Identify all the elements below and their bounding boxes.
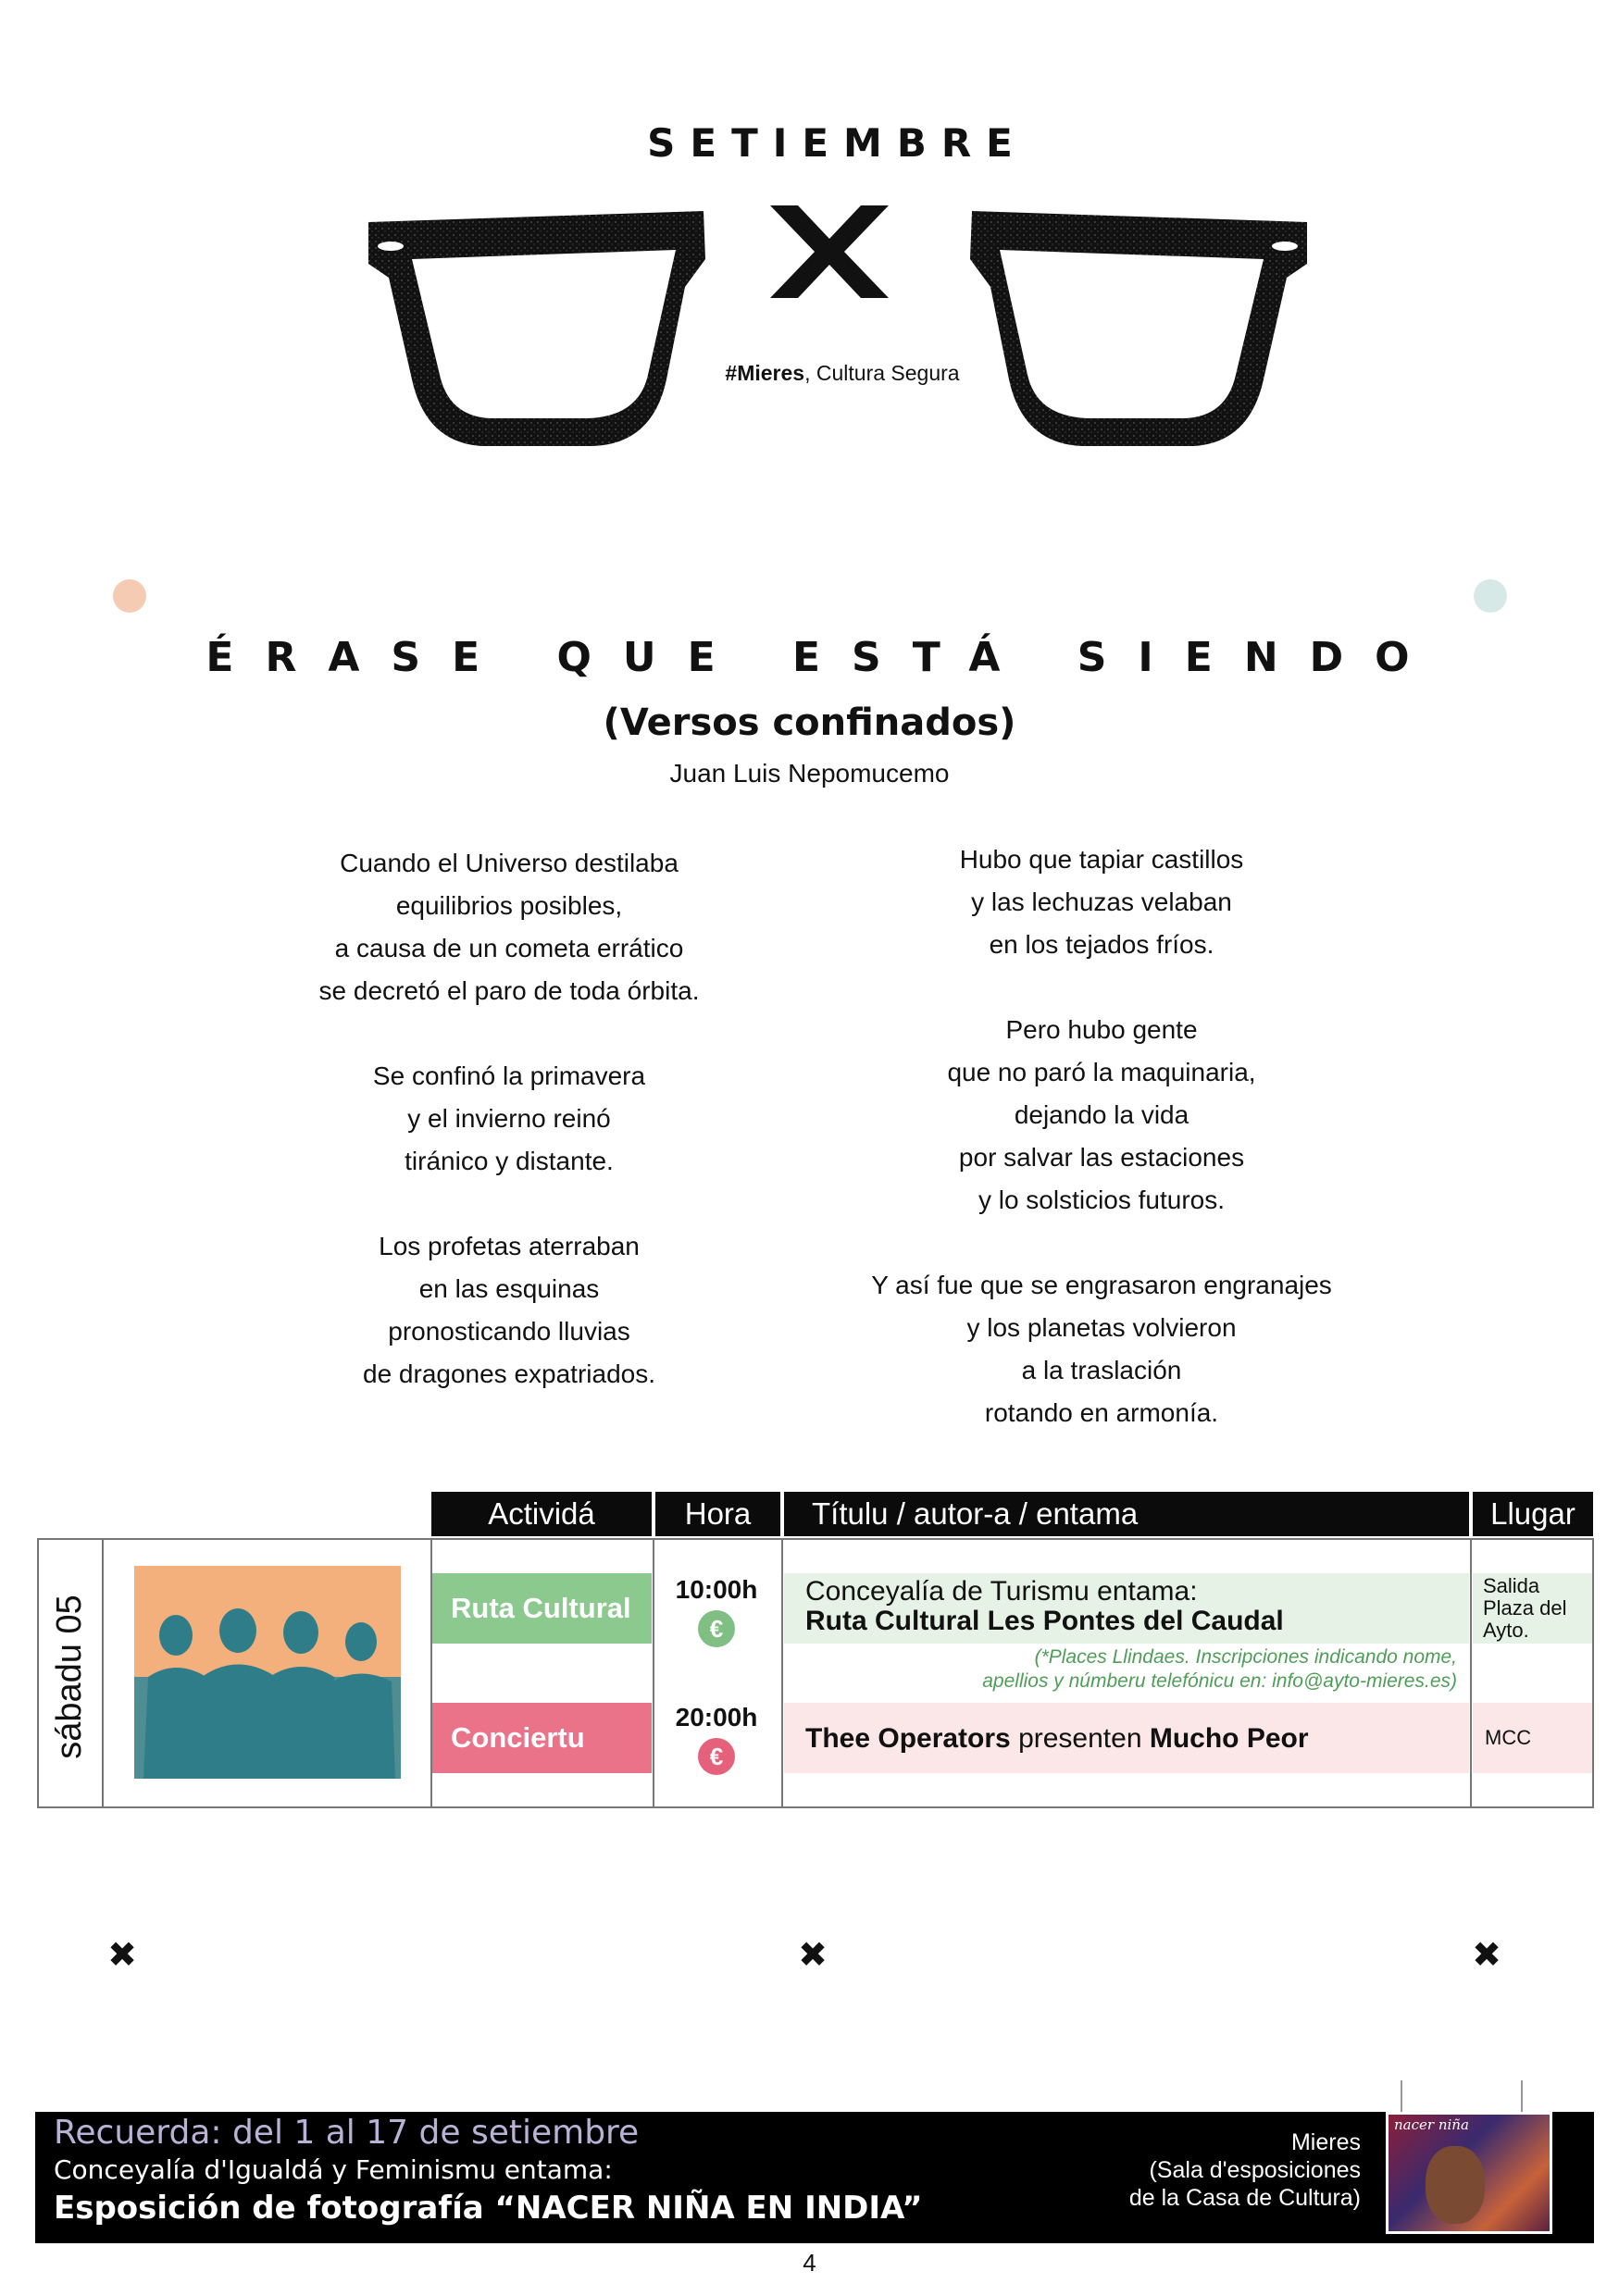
day-label-text: sábadu 05	[50, 1595, 89, 1759]
poem-line: y lo solsticios futuros.	[978, 1185, 1226, 1214]
decor-dot-right	[1474, 579, 1507, 613]
band-name: Thee Operators	[805, 1723, 1011, 1754]
hashtag-rest: , Cultura Segura	[804, 361, 960, 385]
poem-line: y las lechuzas velaban	[971, 887, 1232, 916]
poem-line: se decretó el paro de toda órbita.	[318, 976, 700, 1005]
poem-line: y el invierno reinó	[407, 1104, 611, 1133]
activity-ruta-cultural: Ruta Cultural	[432, 1573, 652, 1644]
poem-line: a causa de un cometa errático	[334, 934, 684, 962]
poem-left-stanza-2	[278, 1055, 741, 1183]
event-time: 10:00h	[675, 1575, 758, 1604]
glasses-logo	[361, 194, 1314, 463]
cross-icon: ✖	[107, 1934, 137, 1975]
poem-right-stanza-3	[824, 1264, 1379, 1434]
cross-icon: ✖	[1472, 1934, 1501, 1975]
poster-text: nacer niña	[1394, 2116, 1469, 2133]
poem-line: pronosticando lluvias	[388, 1317, 630, 1346]
table-divider	[1592, 1538, 1594, 1808]
header-title: Títulu / autor-a / entama	[784, 1492, 1469, 1536]
album-name: Mucho Peor	[1149, 1723, 1309, 1754]
poem-line: tiránico y distante.	[405, 1147, 614, 1175]
place-line: Plaza del	[1483, 1596, 1567, 1620]
month-title: SETIEMBRE	[647, 120, 1027, 166]
table-divider	[653, 1538, 654, 1808]
poem-line: Cuando el Universo destilaba	[340, 849, 679, 877]
table-border-top	[37, 1538, 1594, 1540]
poem-line: por salvar las estaciones	[958, 1143, 1245, 1172]
free-entry-icon: €	[698, 1738, 735, 1775]
poem-right-stanza-1	[870, 838, 1333, 966]
poem-line: rotando en armonía.	[984, 1398, 1219, 1427]
poem-line: Hubo que tapiar castillos	[959, 845, 1244, 874]
banner-exhibition-title: Esposición de fotografía “NACER NIÑA EN INDIA”	[54, 2190, 923, 2227]
event-title	[805, 1723, 1309, 1755]
banner-dates: Recuerda: del 1 al 17 de setiembre	[54, 2114, 640, 2152]
band-photo	[134, 1566, 401, 1779]
hashtag-bold: #Mieres	[725, 361, 805, 385]
event-time: 20:00h	[675, 1703, 758, 1731]
poem-author: Juan Luis Nepomucemo	[669, 759, 950, 788]
event-name: Ruta Cultural Les Pontes del Caudal	[805, 1606, 1284, 1636]
note-line: apellios y númberu telefónicu en: info@ayto-mieres.es)	[982, 1670, 1457, 1692]
note-line: (*Places Llindaes. Inscripciones indicando nome,	[1034, 1646, 1457, 1668]
event-title	[805, 1577, 1284, 1636]
poem-line: Se confinó la primavera	[372, 1061, 646, 1090]
place-line: Ayto.	[1483, 1619, 1529, 1642]
poem-left-stanza-1	[278, 842, 741, 1012]
poem-line: a la traslación	[1021, 1356, 1182, 1384]
hashtag-caption	[704, 361, 981, 386]
table-divider	[781, 1538, 783, 1808]
poem-title: ÉRASE QUE ESTÁ SIENDO	[205, 634, 1441, 681]
event-place: MCC	[1485, 1726, 1532, 1749]
exhibition-poster	[1386, 2112, 1552, 2234]
poem-line: que no paró la maquinaria,	[947, 1058, 1256, 1086]
location-line: de la Casa de Cultura)	[1128, 2185, 1361, 2211]
header-place: Llugar	[1473, 1492, 1593, 1536]
header-activity: Actividá	[431, 1492, 652, 1536]
event-note	[833, 1645, 1457, 1694]
poem-line: Y así fue que se engrasaron engranajes	[871, 1271, 1332, 1299]
free-entry-icon: €	[698, 1610, 735, 1647]
event-place	[1483, 1575, 1567, 1642]
page-number: 4	[803, 2249, 816, 2277]
banner-organizer: Conceyalía d'Igualdá y Feminismu entama:	[54, 2154, 613, 2185]
poem-line: de dragones expatriados.	[363, 1359, 655, 1388]
poem-line: en los tejados fríos.	[989, 930, 1214, 959]
table-border-bottom	[37, 1806, 1594, 1808]
decor-dot-left	[113, 579, 146, 613]
poem-left-stanza-3	[278, 1225, 741, 1396]
poem-subtitle: (Versos confinados)	[603, 701, 1016, 744]
header-time: Hora	[655, 1492, 780, 1536]
table-divider	[1470, 1538, 1472, 1808]
poem-line: y los planetas volvieron	[966, 1313, 1237, 1342]
poster-face	[1426, 2146, 1485, 2224]
activity-conciertu: Conciertu	[432, 1703, 652, 1773]
event-organizer: Conceyalía de Turismu entama:	[805, 1576, 1198, 1607]
location-line: Mieres	[1290, 2129, 1361, 2155]
table-divider	[102, 1538, 104, 1808]
place-line: Salida	[1483, 1574, 1540, 1597]
table-divider	[37, 1538, 39, 1808]
cross-icon: ✖	[798, 1934, 828, 1975]
poem-line: en las esquinas	[418, 1274, 600, 1303]
poem-line: Pero hubo gente	[1005, 1015, 1198, 1044]
location-line: (Sala d'esposiciones	[1149, 2157, 1361, 2183]
banner-location	[1065, 2128, 1361, 2212]
title-connector: presenten	[1010, 1723, 1150, 1754]
poem-right-stanza-2	[870, 1009, 1333, 1222]
poem-line: dejando la vida	[1014, 1100, 1189, 1129]
poem-line: equilibrios posibles,	[395, 891, 623, 920]
poem-line: Los profetas aterraban	[379, 1232, 640, 1260]
